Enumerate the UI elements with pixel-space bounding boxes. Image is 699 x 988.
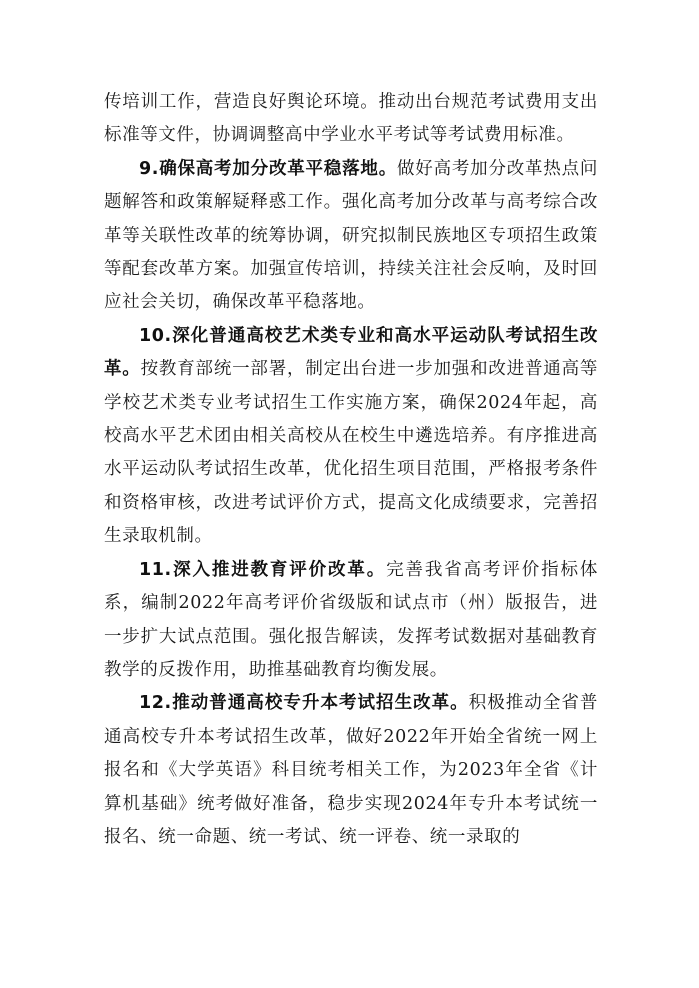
document-body xyxy=(104,86,598,854)
paragraph-text: 完善我省高考评价指标体系，编制2022年高考评价省级版和试点市（州）版报告，进一步扩大试点范围。强化报告解读，发挥考试数据对基础教育教学的反拨作用，助推基础教育均衡发展。 xyxy=(104,559,598,680)
paragraph-item-9 xyxy=(104,153,598,320)
paragraph-item-11 xyxy=(104,554,598,688)
paragraph-item-10 xyxy=(104,320,598,554)
paragraph-text: 做好高考加分改革热点问题解答和政策解疑释惑工作。强化高考加分改革与高考综合改革等关联性改革的统筹协调，研究拟制民族地区专项招生政策等配套改革方案。加强宣传培训，持续关注社会反响，及时回应社会关切，确保改革平稳落地。 xyxy=(104,158,599,313)
item-heading: 9.确保高考加分改革平稳落地。 xyxy=(139,158,397,179)
item-heading: 12.推动普通高校专升本考试招生改革。 xyxy=(139,693,469,714)
item-heading: 11.深入推进教育评价改革。 xyxy=(139,559,387,580)
paragraph-text: 传培训工作，营造良好舆论环境。推动出台规范考试费用支出标准等文件，协调调整高中学业水平考试等考试费用标准。 xyxy=(104,92,598,146)
paragraph-continuation xyxy=(104,86,598,153)
item-heading: 10.深化普通高校艺术类专业和高水平运动队考试招生改革。 xyxy=(104,325,598,380)
paragraph-text: 积极推动全省普通高校专升本考试招生改革，做好2022年开始全省统一网上报名和《大学英语》科目统考相关工作，为2023年全省《计算机基础》统考做好准备，稳步实现2024年专升本考试统一报名、统一命题、统一考试、统一评卷、统一录取的 xyxy=(104,693,598,847)
paragraph-item-12 xyxy=(104,687,598,854)
paragraph-text: 按教育部统一部署，制定出台进一步加强和改进普通高等学校艺术类专业考试招生工作实施方案，确保2024年起，高校高水平艺术团由相关高校从在校生中遴选培养。有序推进高水平运动队考试招生改革，优化招生项目范围，严格报考条件和资格审核，改进考试评价方式，提高文化成绩要求，完善招生录取机制。 xyxy=(104,359,598,547)
